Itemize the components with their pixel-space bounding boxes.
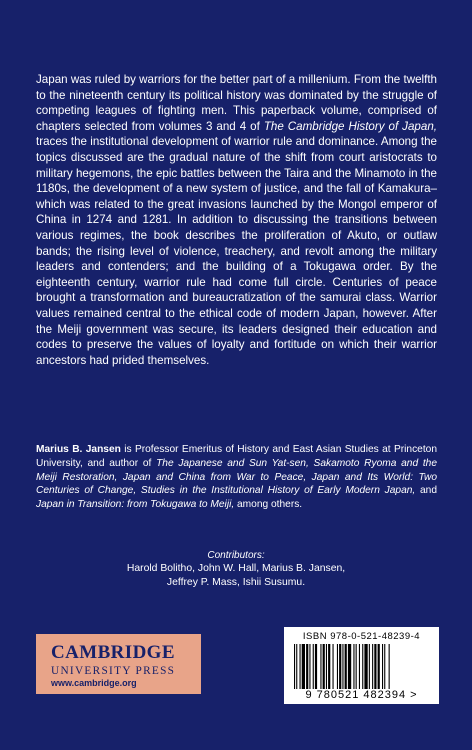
barcode-bar bbox=[342, 644, 343, 689]
barcode-bar bbox=[348, 644, 351, 689]
isbn-label: ISBN 978-0-521-48239-4 bbox=[302, 631, 421, 642]
barcode-bar bbox=[378, 644, 380, 689]
barcode-bar bbox=[300, 644, 301, 689]
barcode-bar bbox=[323, 644, 325, 689]
barcode-bar bbox=[382, 644, 383, 689]
barcode-bar bbox=[356, 644, 357, 689]
barcode-bar bbox=[296, 644, 297, 689]
contributors-list bbox=[120, 562, 352, 590]
publisher-name: CAMBRIDGE bbox=[51, 642, 175, 663]
bio-works-2: Japan in Transition: from Tokugawa to Meiji, bbox=[36, 499, 235, 511]
barcode-bar bbox=[339, 644, 341, 689]
barcode-bar bbox=[315, 644, 317, 689]
blurb-part-1: Japan was ruled by warriors for the better part of a millenium. From the twelfth to the nineteenth century its political history was dominated by the struggle of competing leagues of fighting men. This paperback volume, comprised of chapters selected from volumes 3 and 4 of bbox=[36, 73, 437, 133]
blurb-paragraph bbox=[36, 72, 437, 368]
bio-text-1: is Professor Emeritus of History and East Asian Studies at Princeton University, and author of bbox=[36, 444, 437, 469]
publisher-logo bbox=[36, 634, 201, 694]
bio-text-3: among others. bbox=[234, 499, 303, 511]
barcode-bar bbox=[369, 644, 370, 689]
barcode-bar bbox=[313, 644, 314, 689]
barcode-bar bbox=[294, 644, 295, 689]
barcode-bar bbox=[364, 644, 367, 689]
barcode-bar bbox=[384, 644, 385, 689]
barcode-bar bbox=[306, 644, 308, 689]
barcode-bar bbox=[362, 644, 363, 689]
contributors-line-2: Jeffrey P. Mass, Ishii Susumu. bbox=[166, 576, 306, 588]
barcode-bar bbox=[320, 644, 321, 689]
barcode-bar bbox=[374, 644, 376, 689]
blurb-part-2: traces the institutional development of warrior rule and dominance. Among the topics discussed are the gradual nature of the shift from court aristocrats to military hegemons, the epic battles between the Taira and the Minamoto in the 1180s, the development of a new system of justice, and the fall of Kamakura–which was related to the great invasions launched by the Mongol emperor of China in 1274 and 1281. In addition to discussing the transitions between various regimes, the book describes the proliferation of Akuto, or outlaw bands; the rising level of violence, treachery, and revolt among the military leaders and contenders; and the building of a Tokugawa order. By the eighteenth century, warrior rule had come full circle. Centuries of peace brought a transformation and bureaucratization of the samurai class. Warrior values remained central to the ethical code of modern Japan, however. After the Meiji government was secure, its leaders designed their education and codes to preserve the values of loyalty and fortitude on which their warrior ancestors had prided themselves. bbox=[36, 135, 437, 367]
barcode-bar bbox=[328, 644, 330, 689]
barcode-digits: 9 780521 482394 > bbox=[305, 689, 418, 701]
contributors-line-1: Harold Bolitho, John W. Hall, Marius B. Jansen, bbox=[126, 563, 346, 574]
barcode-bar bbox=[337, 644, 338, 689]
barcode-bar bbox=[345, 644, 347, 689]
barcode-bar bbox=[309, 644, 310, 689]
barcode-bar bbox=[326, 644, 327, 689]
barcode-bar bbox=[353, 644, 354, 689]
publisher-url: www.cambridge.org bbox=[51, 678, 137, 688]
barcode-bar bbox=[359, 644, 360, 689]
bio-text-2: and bbox=[415, 485, 438, 497]
isbn-barcode bbox=[284, 627, 439, 704]
contributors-label: Contributors: bbox=[207, 550, 265, 561]
author-name: Marius B. Jansen bbox=[36, 444, 121, 455]
bio-works-1: The Japanese and Sun Yat-sen, Sakamoto Ryoma and the Meiji Restoration, Japan and China from War to Peace, Japan and Its World: Two Centuries of Change, Studies in the Institutional History of Early Modern Japan, bbox=[36, 457, 437, 497]
barcode-bar bbox=[333, 644, 334, 689]
author-bio bbox=[36, 443, 437, 512]
publisher-sub: UNIVERSITY PRESS bbox=[51, 665, 176, 677]
blurb-book-title: The Cambridge History of Japan, bbox=[263, 119, 437, 133]
barcode-bar bbox=[389, 644, 390, 689]
barcode-bars bbox=[294, 644, 429, 689]
barcode-bar bbox=[372, 644, 373, 689]
barcode-bar bbox=[302, 644, 305, 689]
